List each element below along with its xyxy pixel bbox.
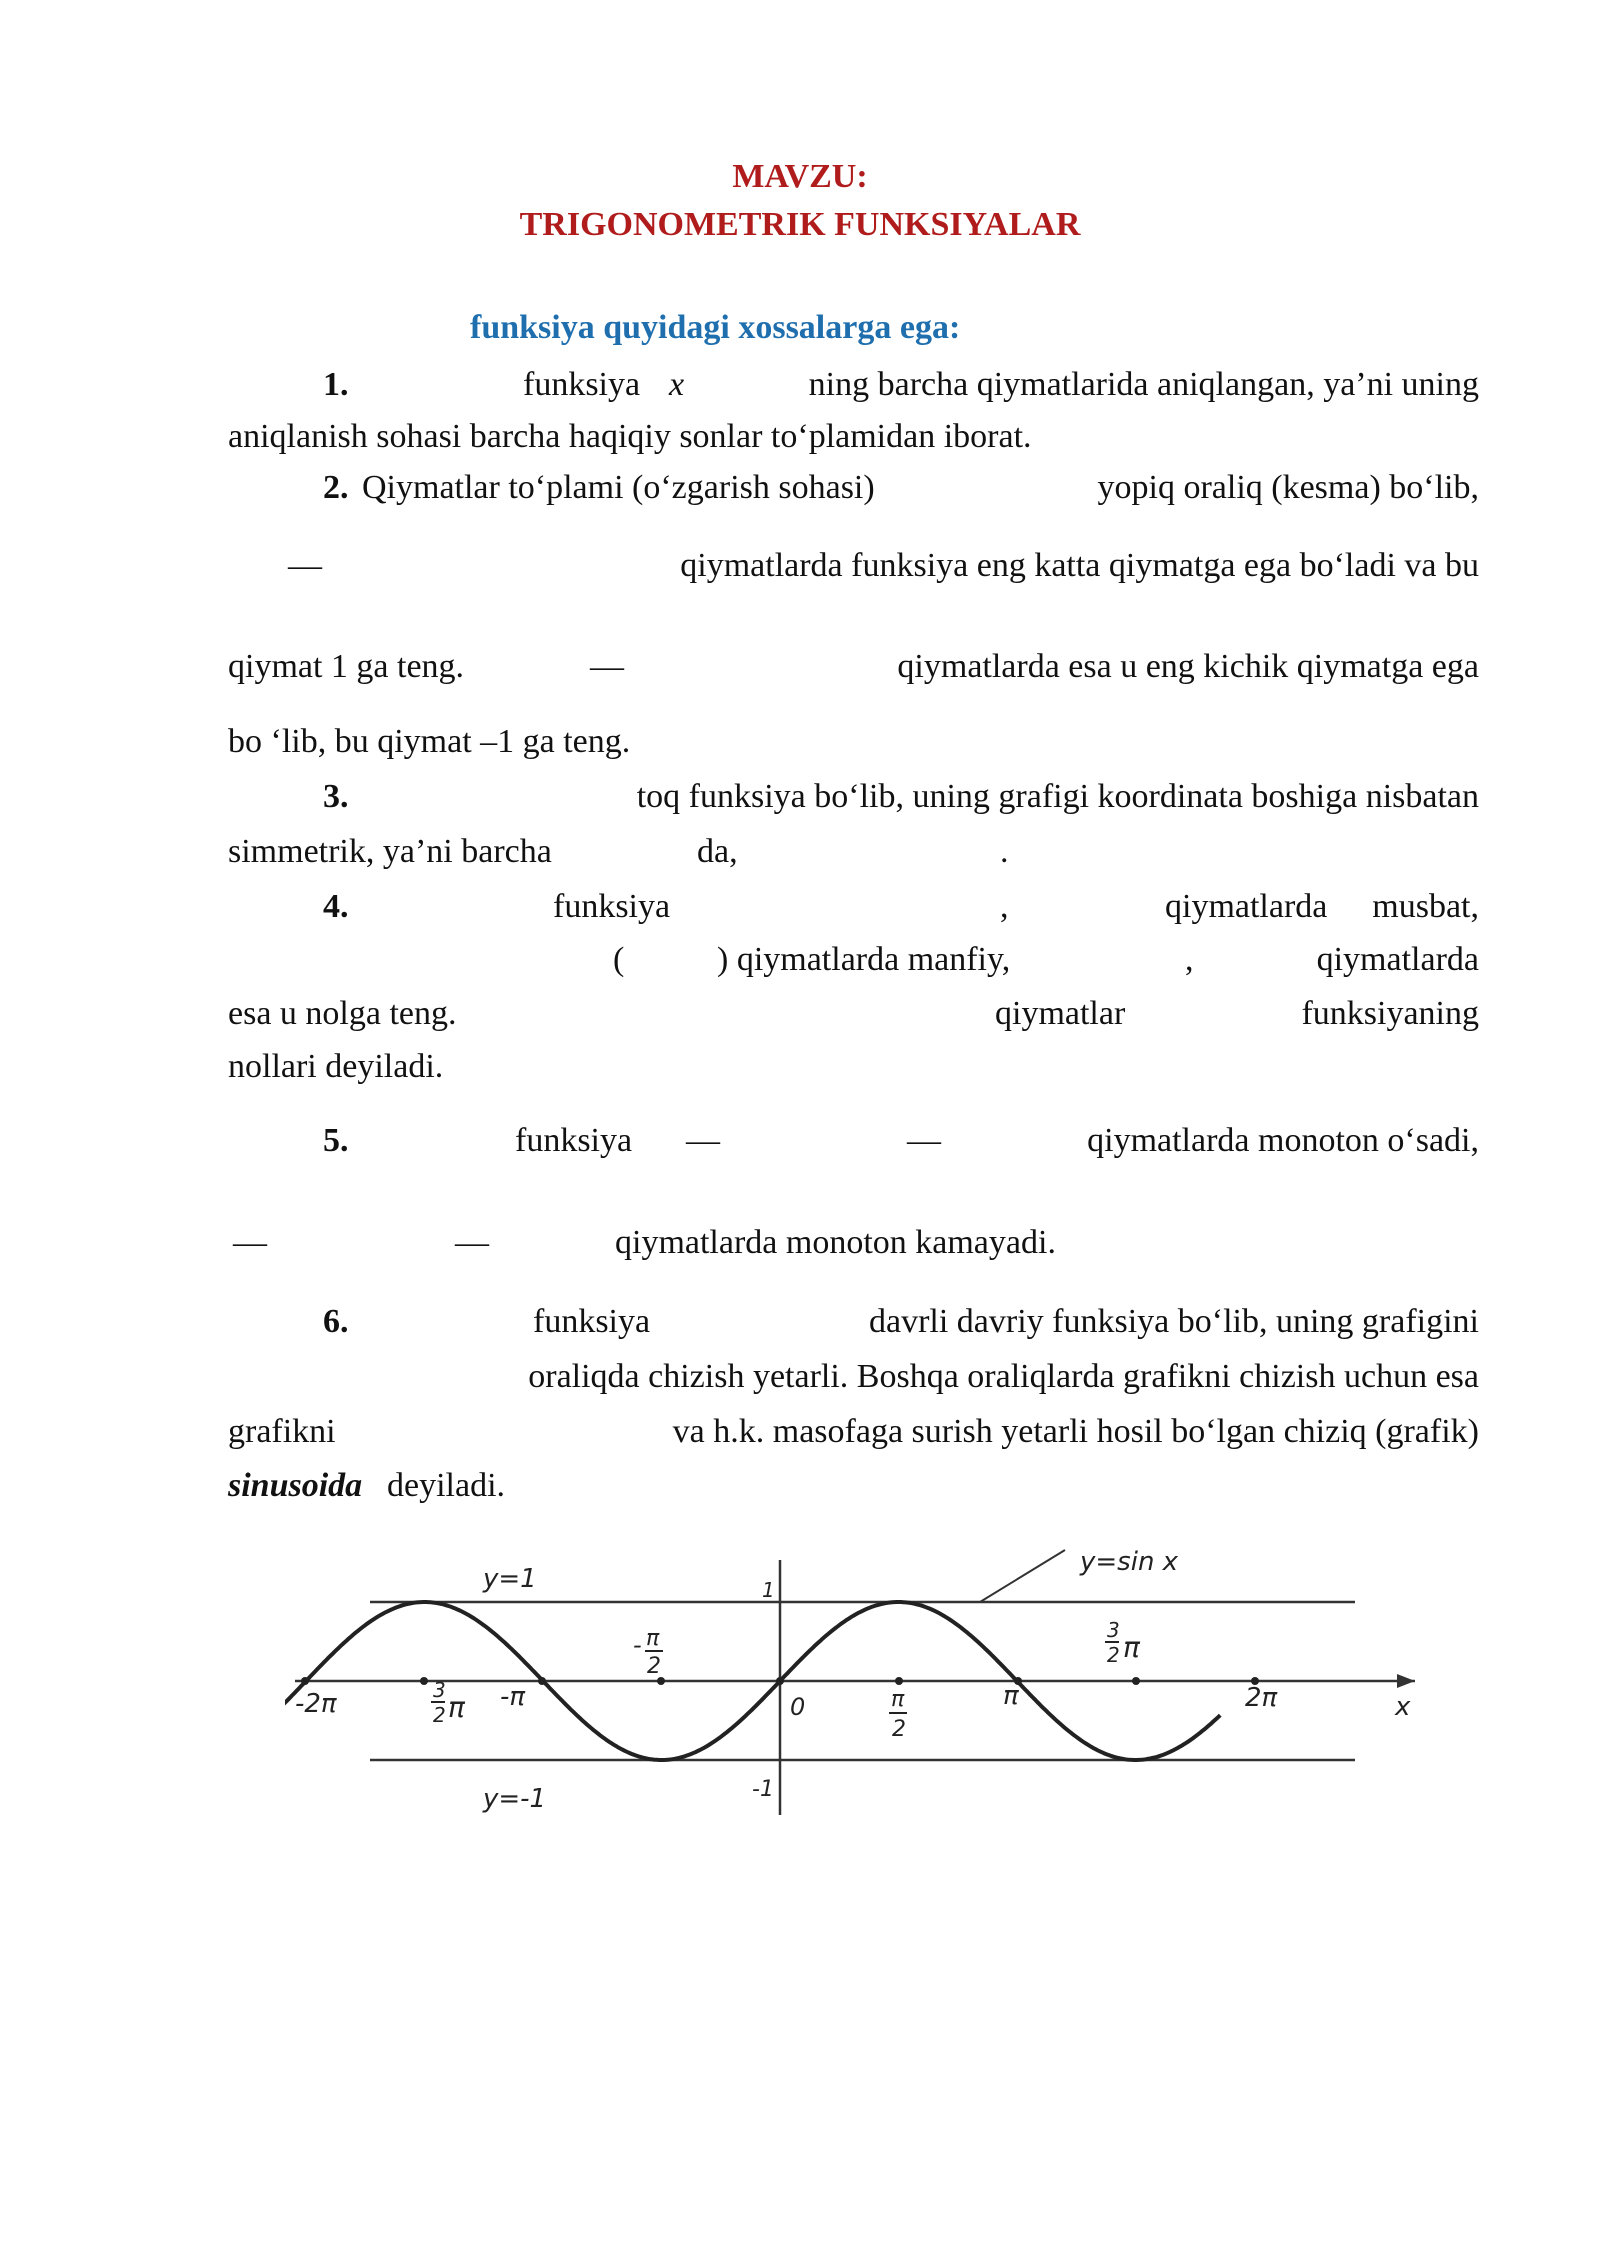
p6-text-a: funksiya [533,1303,651,1340]
label-neg-three-half-pi-pi: π [448,1691,465,1724]
p6-number: 6. [323,1303,349,1340]
point-neg-pi [538,1677,546,1685]
label-three-half-pi-num: 3 [1107,1618,1120,1642]
label-pi: π [1003,1681,1019,1711]
label-three-half-pi-den: 2 [1107,1643,1120,1667]
heading-line-2: TRIGONOMETRIK FUNKSIYALAR [519,206,1081,243]
intro-heading: funksiya quyidagi xossalarga ega: [470,309,961,346]
label-origin: 0 [790,1693,806,1721]
p6-sinusoida: sinusoida [228,1467,363,1504]
label-neg-two-pi: -2π [295,1689,337,1719]
p2-line-3b: qiymatlarda esa u eng kichik qiymatga ega [897,648,1479,685]
p6-line-3b: va h.k. masofaga surish yetarli hosil bo‘lgan chiziq (grafik) [672,1413,1479,1450]
p1-x: x [669,366,685,403]
label-neg-half-pi-den: 2 [647,1654,661,1679]
p5-dash-1: — [686,1122,720,1159]
p1-text-a: funksiya [523,366,641,403]
p5-text-a: funksiya [515,1122,633,1159]
p4-line-2b: qiymatlarda [1316,941,1479,978]
label-half-pi-den: 2 [892,1717,906,1742]
p5-dash-3: — [233,1224,267,1261]
point-half-pi [895,1677,903,1685]
p5-dash-4: — [455,1224,489,1261]
label-x-axis: x [1395,1692,1411,1722]
p1-line-2: aniqlanish sohasi barcha haqiqiy sonlar to‘plamidan iborat. [228,418,1032,455]
p4-line-3c: funksiyaning [1301,995,1479,1032]
label-neg-half-pi-sign: - [633,1631,642,1659]
p5-number: 5. [323,1122,349,1159]
p4-text-a: funksiya [553,888,671,925]
p1-text-b: ning barcha qiymatlarida aniqlangan, ya’ni uning [808,366,1479,403]
p3-number: 3. [323,778,349,815]
p3-line-1: toq funksiya bo‘lib, uning grafigi koordinata boshiga nisbatan [636,778,1479,815]
label-three-half-pi-pi: π [1123,1631,1140,1664]
p6-line-4b: deyiladi. [387,1467,506,1504]
p5-dash-2: — [907,1122,941,1159]
p3-line-2a: simmetrik, ya’ni barcha [228,833,552,870]
p4-number: 4. [323,888,349,925]
label-neg-half-pi-num: π [646,1626,660,1651]
heading-line-1: MAVZU: [732,158,868,195]
p4-line-3b: qiymatlar [995,995,1126,1032]
p5-line-1b: qiymatlarda monoton o‘sadi, [1087,1122,1479,1159]
p4-comma-1: , [1000,888,1009,925]
p2-line-3a: qiymat 1 ga teng. [228,648,465,685]
p2-dash-2: — [590,648,624,685]
p2-number: 2. [323,469,349,506]
curve-label-pointer [980,1550,1065,1602]
p4-paren: ( [613,941,625,978]
point-three-half-pi [1132,1677,1140,1685]
point-neg-two-pi [301,1677,309,1685]
p6-line-2: oraliqda chizish yetarli. Boshqa oraliqlarda grafikni chizish uchun esa [528,1358,1479,1395]
tick-minus-one: -1 [752,1777,774,1802]
p3-line-2c: . [1000,833,1009,870]
p4-comma-2: , [1185,941,1194,978]
p4-line-4: nollari deyiladi. [228,1048,444,1085]
sine-graph [285,1540,1445,1840]
curve-label: y=sin x [1080,1547,1179,1577]
p2-dash-1: — [288,547,322,584]
p4-line-2a: ) qiymatlarda manfiy, [717,941,1011,978]
label-neg-three-half-pi-num: 3 [433,1678,446,1702]
label-neg-pi: -π [500,1682,526,1712]
p6-line-3a: grafikni [228,1413,336,1450]
p4-text-c: musbat, [1372,888,1479,925]
point-origin [776,1677,784,1685]
p2-text-a: Qiymatlar to‘plami (o‘zgarish sohasi) [362,469,875,506]
p5-line-2: qiymatlarda monoton kamayadi. [615,1224,1056,1261]
p4-text-b: qiymatlarda [1165,888,1328,925]
p1-number: 1. [323,366,349,403]
x-axis-arrow [1397,1674,1415,1688]
tick-one: 1 [762,1578,775,1602]
label-half-pi-num: π [891,1687,905,1712]
label-two-pi: 2π [1245,1683,1278,1713]
label-y-minus-1: y=-1 [483,1784,547,1814]
label-neg-three-half-pi-den: 2 [433,1703,446,1727]
p2-line-4: bo ‘lib, bu qiymat –1 ga teng. [228,723,631,760]
p2-text-b: yopiq oraliq (kesma) bo‘lib, [1097,469,1479,506]
label-y-1: y=1 [483,1564,537,1594]
point-neg-three-half-pi [420,1677,428,1685]
p2-line-2: qiymatlarda funksiya eng katta qiymatga ega bo‘ladi va bu [680,547,1479,584]
p6-text-b: davrli davriy funksiya bo‘lib, uning grafigini [869,1303,1479,1340]
p4-line-3a: esa u nolga teng. [228,995,457,1032]
p3-line-2b: da, [697,833,738,870]
